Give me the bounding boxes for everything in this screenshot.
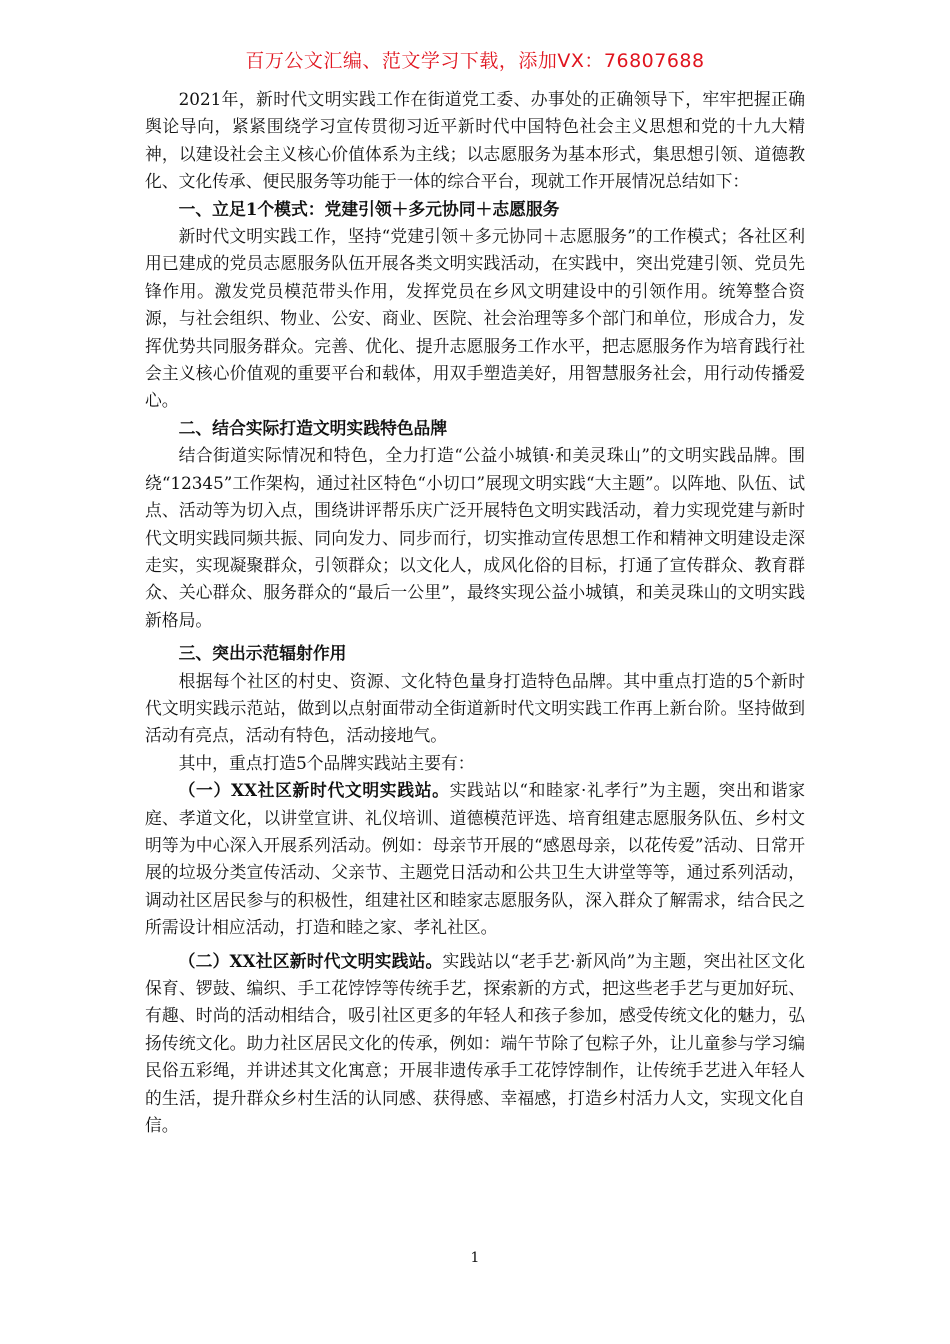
section-heading-2: 二、结合实际打造文明实践特色品牌 <box>178 417 448 438</box>
document-body <box>145 86 805 1139</box>
intro-paragraph: 2021年，新时代文明实践工作在街道党工委、办事处的正确领导下，牢牢把握正确舆论导向，紧紧围绕学习宣传贯彻习近平新时代中国特色社会主义思想和党的十九大精神，以建设社会主义核心价值体系为主线；以志愿服务为基本形式，集思想引领、道德教化、文化传承、便民服务等功能于一体的综合平台，现就工作开展情况总结如下： <box>145 89 805 192</box>
station-2-paragraph <box>145 948 805 1140</box>
page-number: 1 <box>470 1250 480 1266</box>
section-1-paragraph: 新时代文明实践工作，坚持“党建引领＋多元协同＋志愿服务”的工作模式；各社区利用已建成的党员志愿服务队伍开展各类文明实践活动，在实践中，突出党建引领、党员先锋作用。激发党员模范带头作用，发挥党员在乡风文明建设中的引领作用。统筹整合资源，与社会组织、物业、公安、商业、医院、社会治理等多个部门和单位，形成合力，发挥优势共同服务群众。完善、优化、提升志愿服务工作水平，把志愿服务作为培育践行社会主义核心价值观的重要平台和载体，用双手塑造美好，用智慧服务社会，用行动传播爱心。 <box>145 226 805 411</box>
section-heading-1: 一、立足1个模式：党建引领＋多元协同＋志愿服务 <box>178 198 560 219</box>
section-3-paragraph: 根据每个社区的村史、资源、文化特色量身打造特色品牌。其中重点打造的5个新时代文明实践示范站，做到以点射面带动全街道新时代文明实践工作再上新台阶。坚持做到活动有亮点，活动有特色，活动接地气。 <box>145 670 805 746</box>
section-heading-3: 三、突出示范辐射作用 <box>178 643 347 664</box>
station-1-title: （一）XX社区新时代文明实践站。 <box>178 780 450 801</box>
station-1-body: 实践站以“和睦家·礼孝行”为主题，突出和谐家庭、孝道文化，以讲堂宣讲、礼仪培训、道德模范评选、培育组建志愿服务队伍、乡村文明等为中心深入开展系列活动。例如：母亲节开展的“感恩母亲，以花传爱”活动、日常开展的垃圾分类宣传活动、父亲节、主题党日活动和公共卫生大讲堂等等，通过系列活动，调动社区居民参与的积极性，组建社区和睦家志愿服务队，深入群众了解需求，结合民之所需设计相应活动，打造和睦之家、孝礼社区。 <box>145 780 805 938</box>
station-1-paragraph <box>145 777 805 941</box>
station-2-body: 实践站以“老手艺·新风尚”为主题，突出社区文化保育、锣鼓、编织、手工花饽饽等传统手艺，探索新的方式，把这些老手艺与更加好玩、有趣、时尚的活动相结合，吸引社区更多的年轻人和孩子参加，感受传统文化的魅力，弘扬传统文化。助力社区居民文化的传承，例如：端午节除了包粽子外，让儿童参与学习编民俗五彩绳，并讲述其文化寓意；开展非遗传承手工花饽饽制作，让传统手艺进入年轻人的生活，提升群众乡村生活的认同感、获得感、幸福感，打造乡村活力人文，实现文化自信。 <box>145 950 805 1136</box>
header-banner: 百万公文汇编、范文学习下载，添加VX：76807688 <box>245 50 705 72</box>
section-3-lead: 其中，重点打造5个品牌实践站主要有： <box>178 752 475 773</box>
section-2-paragraph: 结合街道实际情况和特色，全力打造“公益小城镇·和美灵珠山”的文明实践品牌。围绕“12345”工作架构，通过社区特色“小切口”展现文明实践“大主题”。以阵地、队伍、试点、活动等为切入点，围绕讲评帮乐庆广泛开展特色文明实践活动，着力实现党建与新时代文明实践同频共振、同向发力、同步而行，切实推动宣传思想工作和精神文明建设走深走实，实现凝聚群众，引领群众；以文化人，成风化俗的目标，打通了宣传群众、教育群众、关心群众、服务群众的“最后一公里”，最终实现公益小城镇，和美灵珠山的文明实践新格局。 <box>145 445 805 630</box>
station-2-title: （二）XX社区新时代文明实践站。 <box>178 950 443 971</box>
